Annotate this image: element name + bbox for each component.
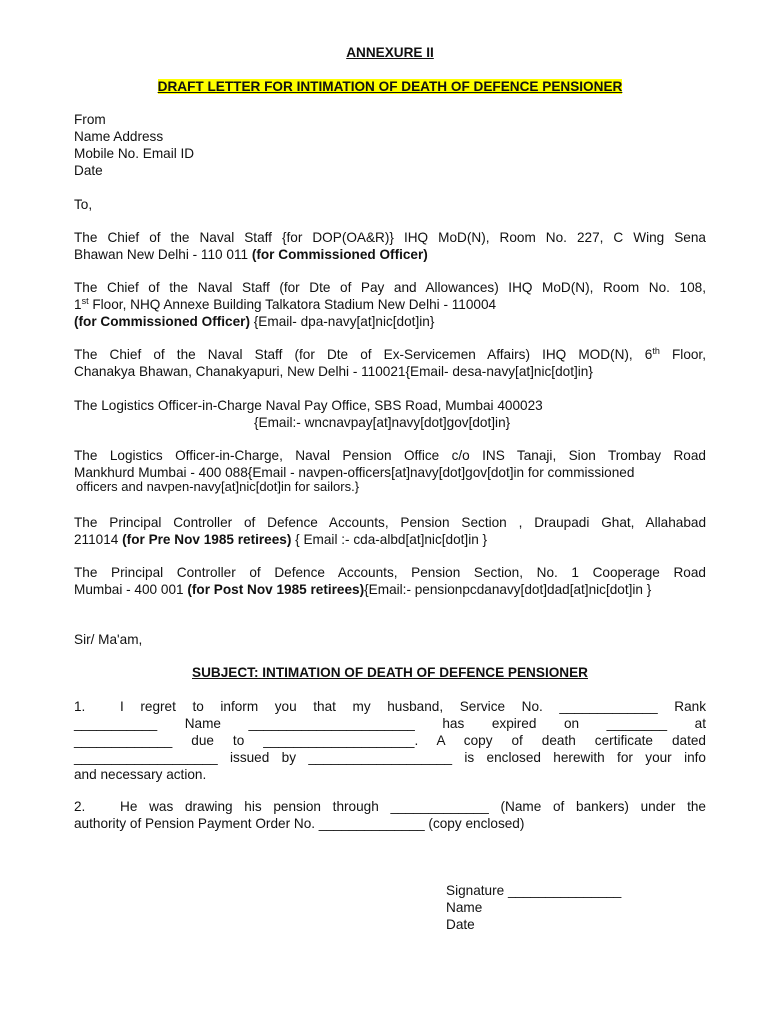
email-desa: {Email- desa-navy[at]nic[dot]in} [405, 364, 593, 379]
para2-line1: 2. He was drawing his pension through _____________ (Name of bankers) under the [74, 799, 706, 814]
from-contact: Mobile No. Email ID [74, 146, 195, 161]
signature-line: Signature _______________ [446, 883, 622, 898]
from-name-address: Name Address [74, 129, 164, 144]
from-date: Date [74, 163, 103, 178]
email-wncnavpay: {Email:- wncnavpay[at]navy[dot]gov[dot]in} [254, 415, 511, 430]
addressee-pcda-ald-line2: 211014 (for Pre Nov 1985 retirees) { Email :- cda-albd[at]nic[dot]in } [74, 532, 488, 547]
to-label: To, [74, 197, 93, 212]
para2-number: 2. [74, 799, 86, 814]
addressee-esm-line2: Chanakya Bhawan, Chanakyapuri, New Delhi - 110021{Email- desa-navy[at]nic[dot]in} [74, 364, 593, 379]
email-pcda-navy: {Email:- pensionpcdanavy[dot]dad[at]nic[dot]in [364, 582, 643, 597]
email-dpa: {Email- dpa-navy[at]nic[dot]in} [249, 314, 435, 329]
annexure-heading: ANNEXURE II [346, 45, 434, 60]
addressee-pcda-allahabad [74, 514, 706, 548]
addressee-pcda-mum-line2: Mumbai - 400 001 (for Post Nov 1985 retirees){Email:- pensionpcdanavy[dot]dad[at]nic[dot]in } [74, 582, 652, 597]
para2-line2: authority of Pension Payment Order No. ______________ (copy enclosed) [74, 816, 525, 831]
paragraph-2 [74, 798, 706, 832]
signature-date: Date [446, 917, 475, 932]
addressee-pay-allowances [74, 279, 706, 330]
para1-line5: and necessary action. [74, 767, 207, 782]
addressee-esm-line1: The Chief of the Naval Staff (for Dte of Ex-Servicemen Affairs) IHQ MOD(N), 6th Floor, [74, 346, 706, 362]
signature-name: Name [446, 900, 483, 915]
letter-title-wrap [74, 78, 706, 95]
addressee-pay-line1: The Chief of the Naval Staff (for Dte of Pay and Allowances) IHQ MoD(N), Room No. 108, [74, 280, 706, 295]
salutation: Sir/ Ma'am, [74, 632, 143, 647]
from-label: From [74, 112, 106, 127]
addressee-pay-line3: (for Commissioned Officer) {Email- dpa-navy[at]nic[dot]in} [74, 314, 435, 329]
letter-subject: SUBJECT: INTIMATION OF DEATH OF DEFENCE PENSIONER [192, 665, 588, 680]
addressee-dop [74, 229, 706, 263]
addressee-pcda-ald-line1: The Principal Controller of Defence Accounts, Pension Section , Draupadi Ghat, Allahabad [74, 515, 706, 530]
addressee-npen-line3: officers and navpen-navy[at]nic[dot]in for sailors.} [76, 479, 360, 494]
addressee-npen-line1: The Logistics Officer-in-Charge, Naval Pension Office c/o INS Tanaji, Sion Trombay Road [74, 448, 706, 463]
letter-title: DRAFT LETTER FOR INTIMATION OF DEATH OF DEFENCE PENSIONER [157, 79, 623, 94]
para1-number: 1. [74, 699, 86, 714]
addressee-dop-line1: The Chief of the Naval Staff {for DOP(OA&R)} IHQ MoD(N), Room No. 227, C Wing Sena [74, 230, 706, 245]
addressee-naval-pension-office [74, 447, 706, 495]
from-block [74, 111, 706, 179]
email-navpen: {Email - navpen-officers[at]navy[dot]gov[dot]in [247, 465, 525, 480]
email-cda-albd: { Email :- cda-albd[at]nic[dot]in } [291, 532, 488, 547]
addressee-npen-line2: Mankhurd Mumbai - 400 088{Email - navpen-officers[at]navy[dot]gov[dot]in for commissioned [74, 465, 635, 480]
addressee-pcda-mum-line1: The Principal Controller of Defence Accounts, Pension Section, No. 1 Cooperage Road [74, 565, 706, 580]
signature-block [446, 882, 706, 933]
paragraph-1 [74, 698, 706, 783]
para1-line4: ___________________ issued by ___________________ is enclosed herewith for your info [74, 750, 706, 765]
addressee-naval-pay-office [74, 397, 706, 431]
addressee-dop-line2: Bhawan New Delhi - 110 011 (for Commissioned Officer) [74, 247, 428, 262]
para1-line1: 1. I regret to inform you that my husband, Service No. _____________ Rank [74, 699, 706, 714]
addressee-pay-line2: 1st Floor, NHQ Annexe Building Talkatora Stadium New Delhi - 110004 [74, 296, 497, 312]
para1-line3: _____________ due to ____________________. A copy of death certificate dated [74, 733, 706, 748]
letter-page [74, 0, 706, 1024]
para1-line2: ___________ Name ______________________ has expired on ________ at [74, 716, 706, 731]
addressee-ex-servicemen [74, 346, 706, 380]
addressee-pcda-mumbai [74, 564, 706, 598]
addressee-npo-line1: The Logistics Officer-in-Charge Naval Pay Office, SBS Road, Mumbai 400023 [74, 398, 543, 413]
